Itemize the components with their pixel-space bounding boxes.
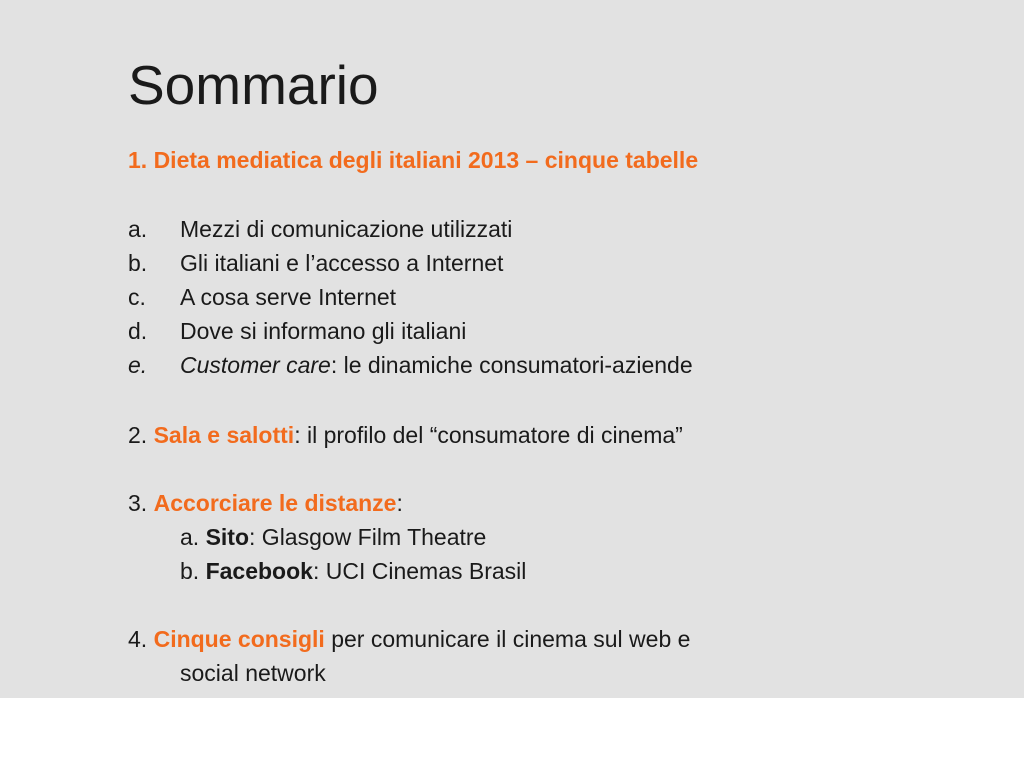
list-item-text: Dove si informano gli italiani [180, 318, 467, 344]
list-item [128, 212, 512, 246]
sub-item-bold: Sito [205, 524, 250, 550]
section-number: 3. [128, 490, 154, 516]
sub-item-text: : UCI Cinemas Brasil [312, 558, 527, 584]
section-text: : [396, 490, 403, 516]
footer-band [0, 698, 1024, 768]
list-item [128, 246, 503, 280]
sub-item-text: : Glasgow Film Theatre [249, 524, 487, 550]
sub-item-marker: a. [180, 524, 206, 550]
section-number: 2. [128, 422, 154, 448]
section-4-continuation: social network [180, 660, 326, 686]
list-item-text: : le dinamiche consumatori-aziende [330, 352, 693, 378]
section-number: 4. [128, 626, 154, 652]
section-1-heading: 1. Dieta mediatica degli italiani 2013 – cinque tabelle [128, 147, 699, 173]
list-marker: d. [128, 318, 148, 344]
list-item [128, 348, 693, 382]
list-item-text: A cosa serve Internet [180, 284, 397, 310]
sub-item-bold: Facebook [205, 558, 313, 584]
list-item [128, 314, 466, 348]
list-item-text: Gli italiani e l’accesso a Internet [180, 250, 504, 276]
section-3 [128, 486, 403, 520]
section-highlight: Sala e salotti [153, 422, 295, 448]
section-2 [128, 418, 683, 452]
section-text: : il profilo del “consumatore di cinema” [294, 422, 683, 448]
list-marker: a. [128, 216, 148, 242]
list-marker: c. [128, 284, 146, 310]
list-item-text: Mezzi di comunicazione utilizzati [180, 216, 513, 242]
section-highlight: Accorciare le distanze [153, 490, 397, 516]
list-item [128, 280, 396, 314]
list-marker: e. [128, 352, 148, 378]
sub-item-marker: b. [180, 558, 206, 584]
sub-item [180, 554, 526, 588]
section-highlight: Cinque consigli [153, 626, 325, 652]
list-item-text-italic: Customer care [180, 352, 331, 378]
sub-item [180, 520, 486, 554]
list-marker: b. [128, 250, 148, 276]
section-4 [128, 622, 690, 656]
slide-title: Sommario [128, 54, 379, 116]
section-text: per comunicare il cinema sul web e [324, 626, 691, 652]
